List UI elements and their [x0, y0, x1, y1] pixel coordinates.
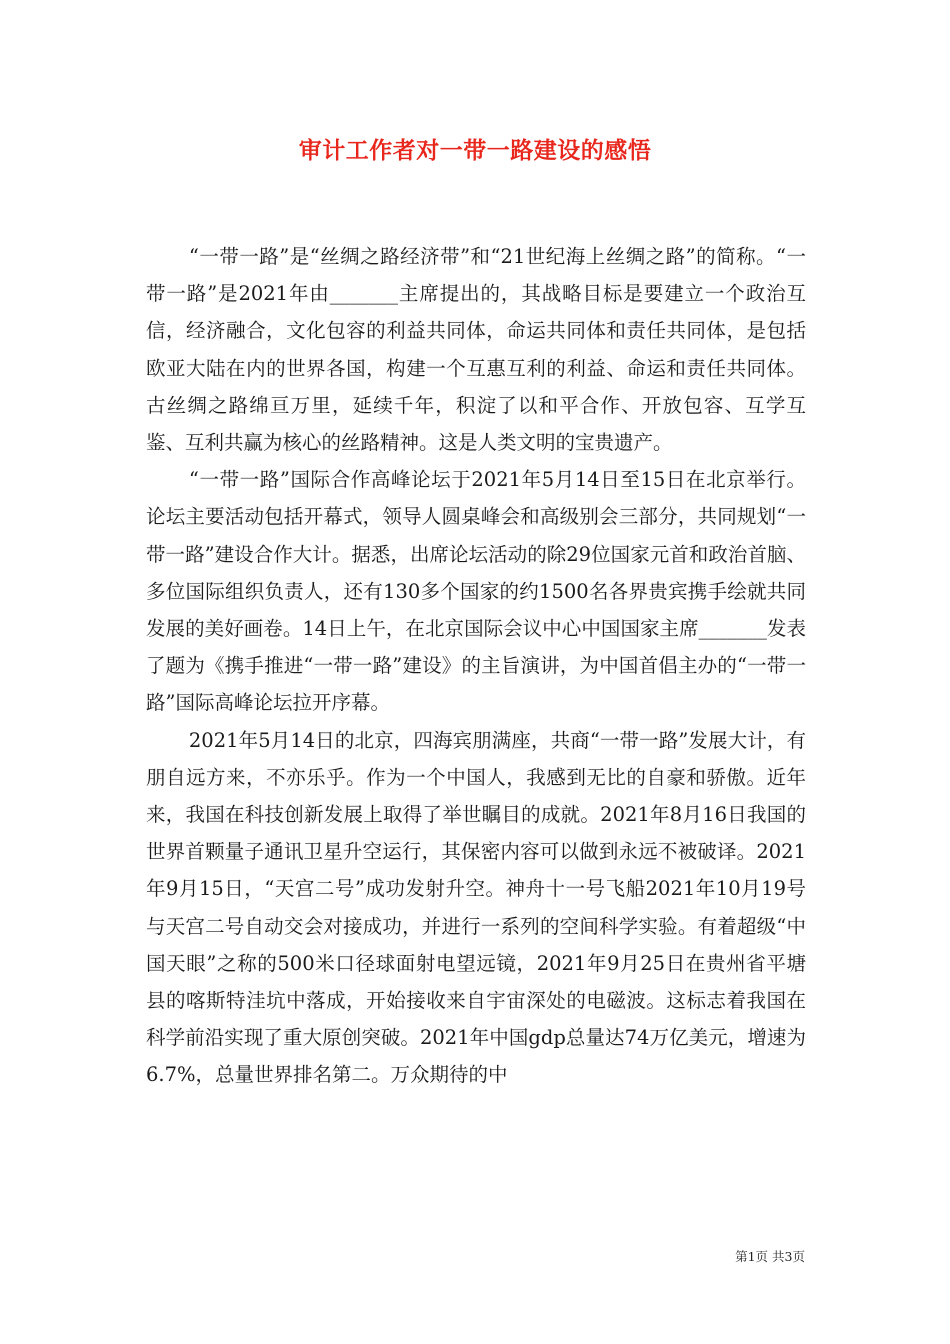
paragraph-3: 2021年5月14日的北京，四海宾朋满座，共商“一带一路”发展大计，有朋自远方来，不亦乐乎。作为一个中国人，我感到无比的自豪和骄傲。近年来，我国在科技创新发展上取得了举世瞩目的成就。2021年8月16日我国的世界首颗量子通讯卫星升空运行，其保密内容可以做到永远不被破译。2021年9月15日，“天宫二号”成功发射升空。神舟十一号飞船2021年10月19号与天宫二号自动交会对接成功，并进行一系列的空间科学实验。有着超级“中国天眼”之称的500米口径球面射电望远镜，2021年9月25日在贵州省平塘县的喀斯特洼坑中落成，开始接收来自宇宙深处的电磁波。这标志着我国在科学前沿实现了重大原创突破。2021年中国gdp总量达74万亿美元，增速为6.7%，总量世界排名第二。万众期待的中	[146, 728, 806, 1087]
document-title: 审计工作者对一带一路建设的感悟	[298, 138, 652, 164]
paragraph-2: “一带一路”国际合作高峰论坛于2021年5月14日至15日在北京举行。论坛主要活动包括开幕式，领导人圆桌峰会和高级别会三部分，共同规划“一带一路”建设合作大计。据悉，出席论坛活动的除29位国家元首和政治首脑、多位国际组织负责人，还有130多个国家的约1500名各界贵宾携手绘就共同发展的美好画卷。14日上午，在北京国际会议中心中国国家主席_______发表了题为《携手推进“一带一路”建设》的主旨演讲，为中国首倡主办的“一带一路”国际高峰论坛拉开序幕。	[146, 468, 806, 715]
page-number: 第1页 共3页	[735, 1249, 805, 1264]
paragraph-1: “一带一路”是“丝绸之路经济带”和“21世纪海上丝绸之路”的简称。“一带一路”是2021年由_______主席提出的，其战略目标是要建立一个政治互信，经济融合，文化包容的利益共同体，命运共同体和责任共同体，是包括欧亚大陆在内的世界各国，构建一个互惠互利的利益、命运和责任共同体。古丝绸之路绵亘万里，延续千年，积淀了以和平合作、开放包容、互学互鉴、互利共赢为核心的丝路精神。这是人类文明的宝贵遗产。	[146, 245, 806, 455]
document-body	[146, 238, 806, 1094]
